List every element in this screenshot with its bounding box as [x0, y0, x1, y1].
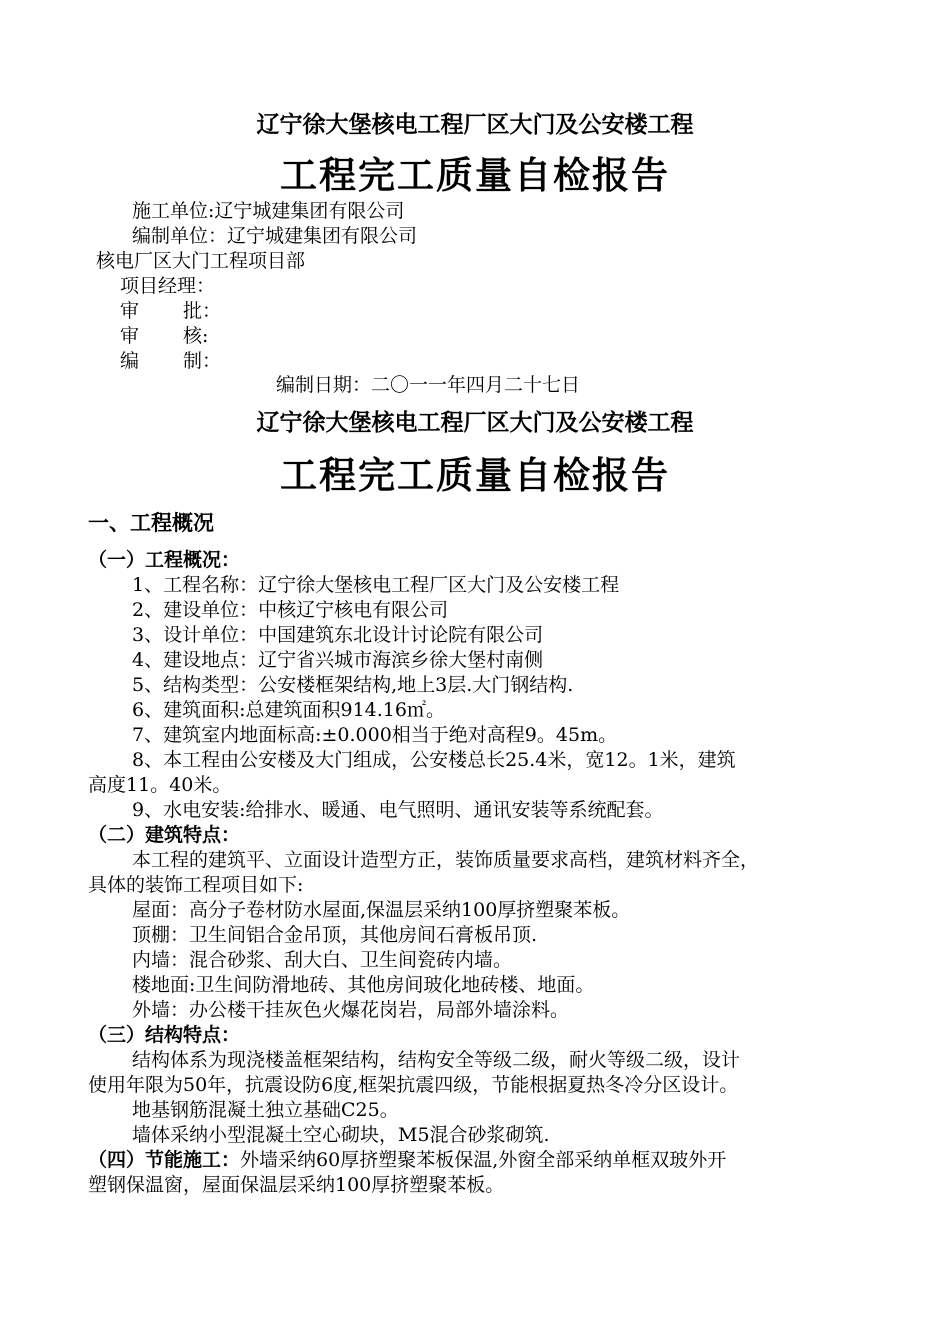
overview-item-8: 8、本工程由公安楼及大门组成，公安楼总长25.4米，宽12。1米，建筑: [132, 749, 736, 771]
cover-review-a: 审: [120, 325, 140, 347]
overview-item-6: 6、建筑面积:总建筑面积914.16㎡。: [132, 699, 445, 721]
report-title-line2: 工程完工质量自检报告: [280, 453, 670, 497]
overview-item-3: 3、设计单位：中国建筑东北设计讨论院有限公司: [132, 624, 544, 646]
sub2-para-line1: 本工程的建筑平、立面设计造型方正，装饰质量要求高档，建筑材料齐全，: [132, 849, 760, 871]
sub2-heading: （二）建筑特点：: [88, 824, 241, 846]
cover-date: 编制日期：二〇一一年四月二十七日: [276, 374, 581, 396]
sub2-item-roof: 屋面：高分子卷材防水屋面,保温层采纳100厚挤塑聚苯板。: [132, 899, 631, 921]
section1-heading: 一、工程概况: [88, 511, 214, 535]
cover-approve-label: [120, 299, 221, 324]
sub3-item-wall: 墙体采纳小型混凝土空心砌块，M5混合砂浆砌筑.: [132, 1124, 550, 1146]
overview-item-7: 7、建筑室内地面标高:±0.000相当于绝对高程9。45m。: [132, 724, 618, 746]
cover-title-line1: 辽宁徐大堡核电工程厂区大门及公安楼工程: [256, 112, 694, 138]
sub2-item-ceiling: 顶棚：卫生间铝合金吊顶，其他房间石膏板吊顶.: [132, 924, 538, 946]
cover-approve-b: 批：: [183, 300, 222, 322]
overview-item-9: 9、水电安装:给排水、暖通、电气照明、通讯安装等系统配套。: [132, 799, 664, 821]
sub1-heading: （一）工程概况：: [88, 549, 241, 571]
cover-compiling-unit-cont: 核电厂区大门工程项目部: [96, 250, 306, 272]
sub3-para-line2: 使用年限为50年，抗震设防6度,框架抗震四级，节能根据夏热冬冷分区设计。: [88, 1074, 739, 1096]
cover-compiling-unit: 编制单位：辽宁城建集团有限公司: [132, 225, 418, 247]
overview-item-2: 2、建设单位：中核辽宁核电有限公司: [132, 599, 449, 621]
sub2-para-line2: 具体的装饰工程项目如下:: [88, 874, 304, 896]
sub4-paragraph: [88, 1148, 726, 1173]
sub2-item-interior-wall: 内墙：混合砂浆、刮大白、卫生间瓷砖内墙。: [132, 949, 513, 971]
sub4-heading: （四）节能施工：: [88, 1149, 241, 1171]
sub2-item-floor: 楼地面:卫生间防滑地砖、其他房间玻化地砖楼、地面。: [132, 974, 595, 996]
cover-approve-a: 审: [120, 300, 140, 322]
cover-title-line2: 工程完工质量自检报告: [280, 153, 670, 197]
sub3-item-foundation: 地基钢筋混凝土独立基础C25。: [132, 1099, 399, 1121]
cover-review-b: 核:: [183, 325, 209, 347]
sub3-para-line1: 结构体系为现浇楼盖框架结构，结构安全等级二级，耐火等级二级，设计: [132, 1049, 741, 1071]
sub3-heading: （三）结构特点：: [88, 1024, 241, 1046]
cover-review-label: [120, 324, 208, 349]
cover-project-manager: 项目经理：: [120, 275, 216, 297]
overview-item-4: 4、建设地点：辽宁省兴城市海滨乡徐大堡村南侧: [132, 649, 544, 671]
cover-compile-label: [120, 349, 221, 374]
sub4-text-line2: 塑钢保温窗，屋面保温层采纳100厚挤塑聚苯板。: [88, 1174, 505, 1196]
overview-item-8-cont: 高度11。40米。: [88, 774, 232, 796]
cover-compile-b: 制：: [183, 350, 222, 372]
cover-construction-unit: 施工单位:辽宁城建集团有限公司: [132, 200, 405, 222]
sub2-item-exterior-wall: 外墙：办公楼干挂灰色火爆花岗岩，局部外墙涂料。: [132, 999, 570, 1021]
report-title-line1: 辽宁徐大堡核电工程厂区大门及公安楼工程: [256, 410, 694, 436]
overview-item-1: 1、工程名称：辽宁徐大堡核电工程厂区大门及公安楼工程: [132, 574, 620, 596]
cover-compile-a: 编: [120, 350, 140, 372]
sub4-text-line1: 外墙采纳60厚挤塑聚苯板保温,外窗全部采纳单框双玻外开: [240, 1149, 727, 1171]
overview-item-5: 5、结构类型：公安楼框架结构,地上3层.大门钢结构.: [132, 674, 574, 696]
